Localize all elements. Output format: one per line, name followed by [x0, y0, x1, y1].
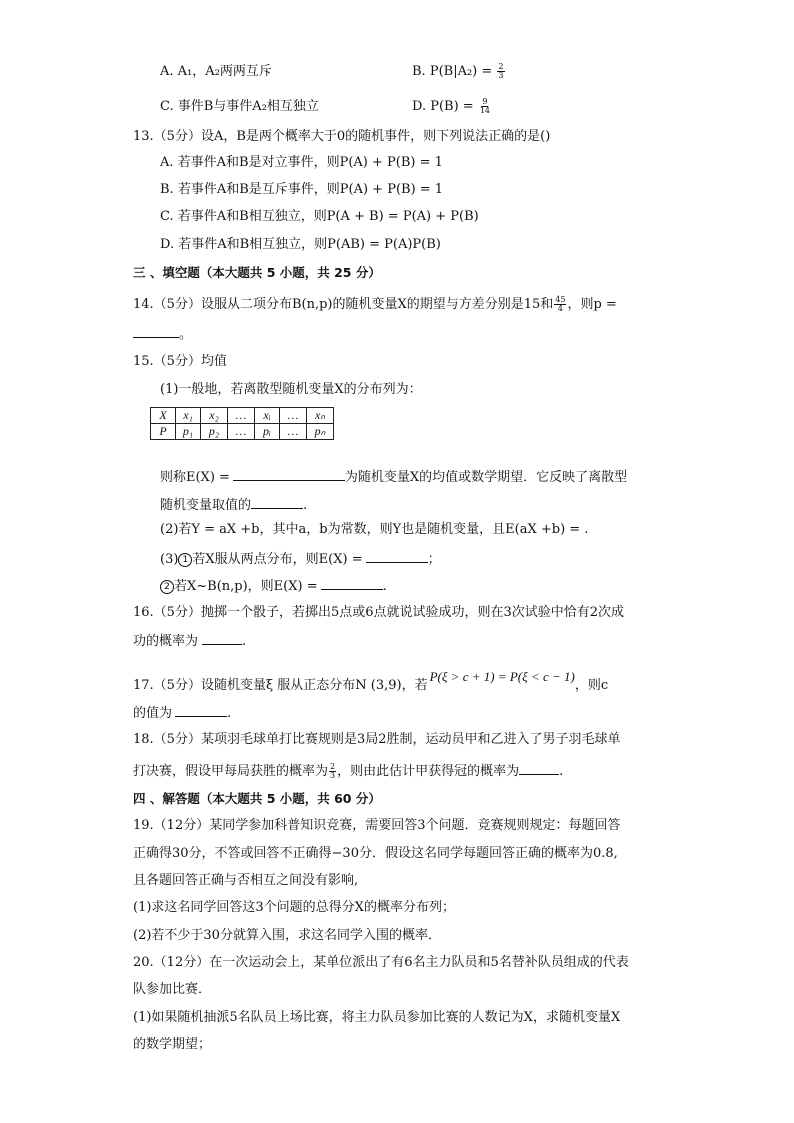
table-cell: pᵢ — [255, 424, 280, 440]
q19-line3: 且各题回答正确与否相互之间没有影响, — [133, 873, 359, 888]
q14-end-mark: 。 — [179, 327, 193, 342]
q14-text: 14.（5分）设服从二项分布B(n,p)的随机变量X的期望与方差分别是15和 — [133, 297, 554, 312]
q15-text: 则称E(X) = — [160, 470, 230, 485]
q16-line1: 16.（5分）抛掷一个骰子，若掷出5点或6点就说试验成功，则在3次试验中恰有2次成 — [133, 605, 625, 620]
q20-line1: 20.（12分）在一次运动会上，某单位派出了有6名主力队员和5名替补队员组成的代表 — [133, 955, 629, 970]
q19-line5: (2)若不少于30分就算入围，求这名同学入围的概率． — [133, 928, 441, 943]
q15-text: ； — [427, 552, 441, 567]
answer-blank[interactable] — [202, 631, 242, 645]
q13-stem: 13.（5分）设A，B是两个概率大于0的随机事件，则下列说法正确的是() — [133, 129, 551, 144]
answer-blank[interactable] — [519, 761, 559, 775]
fraction-numerator: 2 — [330, 762, 336, 771]
q12-option-a: A. A₁，A₂两两互斥 — [160, 64, 272, 79]
table-cell: p₂ — [201, 424, 228, 440]
q12-option-b-text: B. P(B|A₂) = — [412, 64, 493, 79]
fraction-denominator: 14 — [479, 106, 491, 115]
q12-option-d — [412, 98, 492, 116]
table-cell: xᵢ — [255, 408, 280, 424]
table-row — [151, 424, 334, 440]
q15-text: 随机变量取值的 — [160, 498, 252, 513]
q18-text: 打决赛，假设甲每局获胜的概率为 — [133, 764, 329, 779]
fraction-denominator: 4 — [557, 304, 563, 313]
section-heading-fill-in: 三 、填空题（本大题共 5 小题，共 25 分） — [133, 265, 381, 280]
q18-line1: 18.（5分）某项羽毛球单打比赛规则是3局2胜制，运动员甲和乙进入了男子羽毛球单 — [133, 732, 621, 747]
table-cell: x₁ — [176, 408, 201, 424]
q12-option-c: C. 事件B与事件A₂相互独立 — [160, 99, 319, 114]
q18-line2 — [133, 761, 563, 781]
fraction — [554, 296, 566, 313]
section-heading-answer: 四 、解答题（本大题共 5 小题，共 60 分） — [133, 791, 381, 806]
fraction — [329, 763, 336, 780]
q20-line2: 队参加比赛． — [133, 982, 212, 997]
q19-line1: 19.（12分）某同学参加科普知识竞赛，需要回答3个问题．竞赛规则规定：每题回答 — [133, 818, 621, 833]
q15-part1-intro: (1)一般地，若离散型随机变量X的分布列为： — [160, 382, 422, 397]
fraction-denominator: 3 — [498, 71, 504, 80]
q15-text: 为随机变量X的均值或数学期望．它反映了离散型 — [344, 470, 628, 485]
q17-formula: P(ξ > c + 1) = P(ξ < c − 1) — [429, 669, 575, 684]
q17-line1 — [133, 669, 609, 695]
q16-text: . — [242, 634, 247, 649]
fraction-numerator: 45 — [555, 295, 566, 304]
q14-line2 — [133, 324, 192, 344]
q15-line7 — [160, 576, 387, 596]
q14-text-end: ，则p = — [567, 297, 617, 312]
q19-line2: 正确得30分，不答或回答不正确得−30分．假设这名同学每题回答正确的概率为0.8, — [133, 846, 618, 861]
q15-stem: 15.（5分）均值 — [133, 354, 227, 369]
q18-text: ，则由此估计甲获得冠的概率为 — [337, 764, 520, 779]
q13-option-b: B. 若事件A和B是互斥事件，则P(A) + P(B) = 1 — [160, 182, 444, 197]
q17-line2 — [133, 703, 231, 723]
q16-line2 — [133, 631, 246, 651]
fraction — [497, 63, 504, 80]
answer-blank[interactable] — [321, 576, 383, 590]
q17-text: 的值为 — [133, 706, 173, 721]
table-cell: … — [280, 424, 307, 440]
table-cell: … — [228, 408, 255, 424]
q12-option-b — [412, 63, 506, 81]
q15-line6 — [160, 549, 441, 569]
q15-text: 若X服从两点分布，则E(X) = — [192, 552, 363, 567]
fraction-numerator: 9 — [482, 97, 488, 106]
q15-line3 — [160, 467, 627, 487]
table-cell: P — [151, 424, 176, 440]
answer-blank[interactable] — [251, 495, 303, 509]
table-cell: … — [280, 408, 307, 424]
q18-text: . — [559, 764, 564, 779]
answer-blank[interactable] — [133, 324, 179, 338]
q17-text: ，则c — [574, 678, 609, 693]
q15-text: 若X~B(n,p)，则E(X) = — [174, 579, 318, 594]
q12-option-d-text: D. P(B) = — [412, 99, 474, 114]
q15-text: . — [382, 579, 387, 594]
q19-line4: (1)求这名同学回答这3个问题的总得分X的概率分布列； — [133, 900, 455, 915]
circled-number: 2 — [160, 580, 174, 594]
fraction — [479, 98, 491, 115]
q15-line4 — [160, 495, 307, 515]
answer-blank[interactable] — [366, 549, 428, 563]
circled-number: 1 — [178, 553, 192, 567]
q16-text: 功的概率为 — [133, 634, 199, 649]
table-cell: x₂ — [201, 408, 228, 424]
q13-option-a: A. 若事件A和B是对立事件，则P(A) + P(B) = 1 — [160, 155, 443, 170]
table-cell: … — [228, 424, 255, 440]
answer-blank[interactable] — [233, 467, 345, 481]
table-cell: X — [151, 408, 176, 424]
distribution-table — [150, 407, 334, 440]
q15-text: (3) — [160, 552, 179, 567]
q15-text: . — [303, 498, 308, 513]
q20-line4: 的数学期望； — [133, 1037, 212, 1052]
table-cell: p₁ — [176, 424, 201, 440]
q17-text: . — [227, 706, 232, 721]
q13-option-d: D. 若事件A和B相互独立，则P(AB) = P(A)P(B) — [160, 237, 441, 252]
q13-option-c: C. 若事件A和B相互独立，则P(A + B) = P(A) + P(B) — [160, 209, 479, 224]
fraction-denominator: 3 — [330, 771, 336, 780]
q17-text: 17.（5分）设随机变量ξ 服从正态分布N (3,9)，若 — [133, 678, 428, 693]
answer-blank[interactable] — [175, 703, 227, 717]
q15-line5: (2)若Y = aX +b，其中a，b为常数，则Y也是随机变量，且E(aX +b) = . — [160, 522, 589, 537]
table-cell: pₙ — [307, 424, 334, 440]
fraction-numerator: 2 — [498, 62, 504, 71]
q14-line1 — [133, 296, 617, 314]
table-row — [151, 408, 334, 424]
q20-line3: (1)如果随机抽派5名队员上场比赛，将主力队员参加比赛的人数记为X，求随机变量X — [133, 1010, 621, 1025]
table-cell: xₙ — [307, 408, 334, 424]
